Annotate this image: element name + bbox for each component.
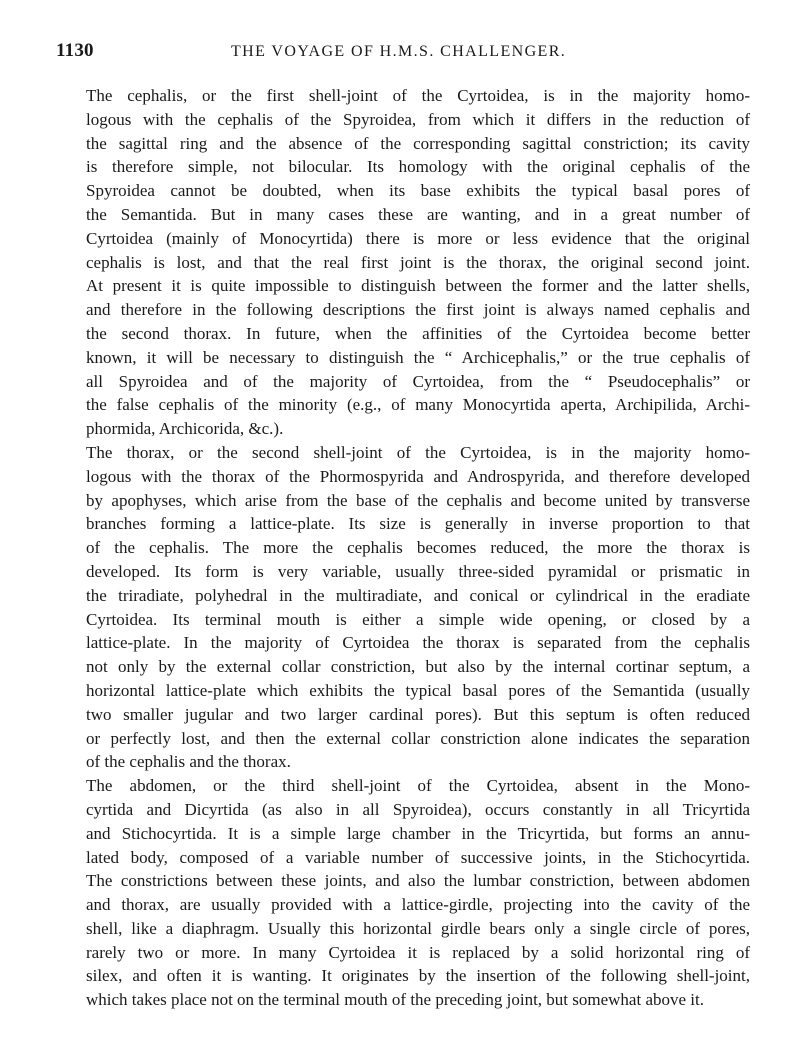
text-line: logous with the cephalis of the Spyroidea, from which it differs in the reduction of (86, 109, 750, 129)
page-number: 1130 (56, 40, 94, 61)
text-line: the sagittal ring and the absence of the corresponding sagittal constriction; its cavity (86, 133, 750, 153)
text-line: by apophyses, which arise from the base of the cephalis and become united by transverse (86, 490, 750, 510)
text-line: shell, like a diaphragm. Usually this horizontal girdle bears only a single circle of pores, (86, 918, 750, 938)
paragraph-thorax (56, 441, 750, 774)
paragraph-abdomen (56, 774, 750, 1012)
text-line: of the cephalis. The more the cephalis becomes reduced, the more the thorax is (86, 538, 750, 558)
text-line: cyrtida and Dicyrtida (as also in all Spyroidea), occurs constantly in all Tricyrtida (86, 799, 750, 819)
text-line: developed. Its form is very variable, usually three-sided pyramidal or prismatic in (86, 561, 750, 581)
text-line: all Spyroidea and of the majority of Cyrtoidea, from the “ Pseudocephalis” or (86, 371, 750, 391)
text-line: silex, and often it is wanting. It originates by the insertion of the following shell-joint, (86, 966, 750, 986)
text-line: known, it will be necessary to distinguish the “ Archicephalis,” or the true cephalis of (86, 347, 750, 367)
text-line: Spyroidea cannot be doubted, when its base exhibits the typical basal pores of (86, 181, 750, 201)
text-line: At present it is quite impossible to distinguish between the former and the latter shells, (86, 276, 750, 296)
text-line: two smaller jugular and two larger cardinal pores). But this septum is often reduced (86, 704, 750, 724)
text-line: of the cephalis and the thorax. (86, 752, 291, 772)
text-line: the false cephalis of the minority (e.g., of many Monocyrtida aperta, Archipilida, Archi- (86, 395, 750, 415)
text-line: the second thorax. In future, when the affinities of the Cyrtoidea become better (86, 323, 750, 343)
text-line: rarely two or more. In many Cyrtoidea it is replaced by a solid horizontal ring of (86, 942, 750, 962)
text-line: The abdomen, or the third shell-joint of the Cyrtoidea, absent in the Mono- (86, 776, 750, 796)
text-line: The thorax, or the second shell-joint of the Cyrtoidea, is in the majority homo- (86, 442, 750, 462)
text-line: or perfectly lost, and then the external collar constriction alone indicates the separation (86, 728, 750, 748)
text-line: The constrictions between these joints, and also the lumbar constriction, between abdomen (86, 871, 750, 891)
text-line: which takes place not on the terminal mouth of the preceding joint, but somewhat above it. (86, 990, 704, 1010)
text-line: logous with the thorax of the Phormospyrida and Androspyrida, and therefore developed (86, 466, 750, 486)
text-line: Cyrtoidea (mainly of Monocyrtida) there is more or less evidence that the original (86, 228, 750, 248)
text-line: the Semantida. But in many cases these are wanting, and in a great number of (86, 204, 750, 224)
text-line: and Stichocyrtida. It is a simple large chamber in the Tricyrtida, but forms an annu- (86, 823, 750, 843)
text-line: Cyrtoidea. Its terminal mouth is either a simple wide opening, or closed by a (86, 609, 750, 629)
text-line: branches forming a lattice-plate. Its size is generally in inverse proportion to that (86, 514, 750, 534)
text-line: cephalis is lost, and that the real first joint is the thorax, the original second joint. (86, 252, 750, 272)
text-line: horizontal lattice-plate which exhibits the typical basal pores of the Semantida (usually (86, 680, 750, 700)
paragraph-cephalis (56, 84, 750, 441)
text-line: and therefore in the following descriptions the first joint is always named cephalis and (86, 300, 750, 320)
text-line: and thorax, are usually provided with a lattice-girdle, projecting into the cavity of the (86, 895, 750, 915)
text-line: phormida, Archicorida, &c.). (86, 419, 284, 439)
text-line: lattice-plate. In the majority of Cyrtoidea the thorax is separated from the cephalis (86, 633, 750, 653)
text-line: The cephalis, or the first shell-joint of the Cyrtoidea, is in the majority homo- (86, 86, 750, 105)
page-header (56, 40, 750, 70)
text-line: lated body, composed of a variable number of successive joints, in the Stichocyrtida. (86, 847, 750, 867)
text-line: not only by the external collar constriction, but also by the internal cortinar septum, a (86, 657, 750, 677)
text-line: is therefore simple, not bilocular. Its homology with the original cephalis of the (86, 157, 750, 177)
running-title: THE VOYAGE OF H.M.S. CHALLENGER. (231, 43, 567, 60)
text-line: the triradiate, polyhedral in the multiradiate, and conical or cylindrical in the eradiate (86, 585, 750, 605)
